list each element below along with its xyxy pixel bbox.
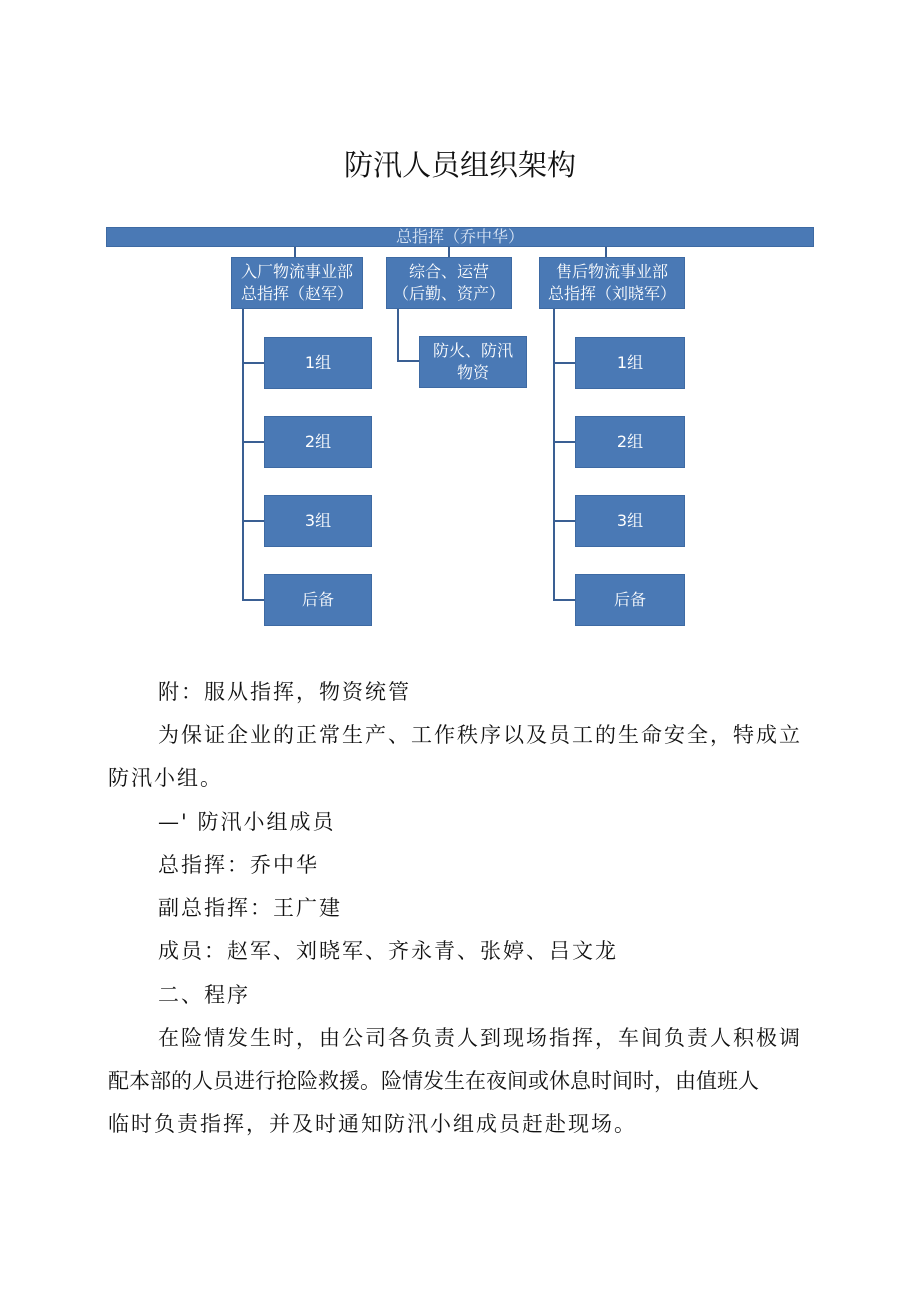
org-mid-dept xyxy=(386,257,512,309)
connector xyxy=(553,362,575,364)
purpose-line-1: 为保证企业的正常生产、工作秩序以及员工的生命安全，特成立 xyxy=(158,723,802,747)
org-right-group-1-label: 1组 xyxy=(616,353,644,372)
connector xyxy=(553,520,575,522)
connector xyxy=(553,441,575,443)
org-left-group-3 xyxy=(264,495,372,547)
org-mid-child-line2: 物资 xyxy=(456,363,489,382)
org-right-group-3-label: 3组 xyxy=(616,511,644,530)
org-right-group-reserve xyxy=(575,574,685,626)
org-right-group-2 xyxy=(575,416,685,468)
connector xyxy=(553,599,575,601)
org-right-group-reserve-label: 后备 xyxy=(613,590,646,609)
connector xyxy=(448,247,450,257)
org-left-group-reserve xyxy=(264,574,372,626)
procedure-line-3: 临时负责指挥，并及时通知防汛小组成员赶赴现场。 xyxy=(108,1112,637,1136)
org-right-dept-line2: 总指挥（刘晓军） xyxy=(547,284,676,303)
org-right-group-1 xyxy=(575,337,685,389)
connector xyxy=(294,247,296,257)
org-right-dept-line1: 售后物流事业部 xyxy=(555,262,668,281)
org-left-group-2 xyxy=(264,416,372,468)
connector xyxy=(242,362,264,364)
org-left-group-1-label: 1组 xyxy=(304,353,332,372)
connector xyxy=(397,360,419,362)
org-mid-child-line1: 防火、防汛 xyxy=(432,341,513,360)
section-heading-procedure: 二、程序 xyxy=(158,983,250,1007)
org-left-group-reserve-label: 后备 xyxy=(301,590,334,609)
document-title: 防汛人员组织架构 xyxy=(343,148,576,182)
connector xyxy=(397,309,399,362)
org-left-dept-line1: 入厂物流事业部 xyxy=(240,262,353,281)
chief-commander-line: 总指挥：乔中华 xyxy=(158,853,319,877)
note-line: 附：服从指挥，物资统管 xyxy=(158,680,411,704)
org-top-chief xyxy=(106,227,814,247)
org-mid-dept-line1: 综合、运营 xyxy=(408,262,489,281)
members-line: 成员：赵军、刘晓军、齐永青、张婷、吕文龙 xyxy=(158,939,618,963)
deputy-commander-line: 副总指挥：王广建 xyxy=(158,896,342,920)
org-right-group-3 xyxy=(575,495,685,547)
connector xyxy=(553,309,555,600)
org-left-dept-line2: 总指挥（赵军） xyxy=(240,284,353,303)
connector xyxy=(242,441,264,443)
connector xyxy=(242,599,264,601)
connector xyxy=(605,247,607,257)
procedure-line-1: 在险情发生时，由公司各负责人到现场指挥，车间负责人积极调 xyxy=(158,1026,802,1050)
org-right-dept xyxy=(539,257,685,309)
org-right-group-2-label: 2组 xyxy=(616,432,644,451)
org-left-group-1 xyxy=(264,337,372,389)
org-mid-child xyxy=(419,336,527,388)
org-left-group-3-label: 3组 xyxy=(304,511,332,530)
procedure-line-2: 配本部的人员进行抢险救援。险情发生在夜间或休息时间时，由值班人 xyxy=(108,1069,759,1093)
section-heading-members: —' 防汛小组成员 xyxy=(158,810,336,834)
org-left-group-2-label: 2组 xyxy=(304,432,332,451)
org-left-dept xyxy=(231,257,363,309)
org-mid-dept-line2: （后勤、资产） xyxy=(392,284,505,303)
connector xyxy=(242,520,264,522)
connector xyxy=(242,309,244,600)
purpose-line-2: 防汛小组。 xyxy=(108,766,223,790)
org-top-chief-label: 总指挥（乔中华） xyxy=(395,227,524,246)
